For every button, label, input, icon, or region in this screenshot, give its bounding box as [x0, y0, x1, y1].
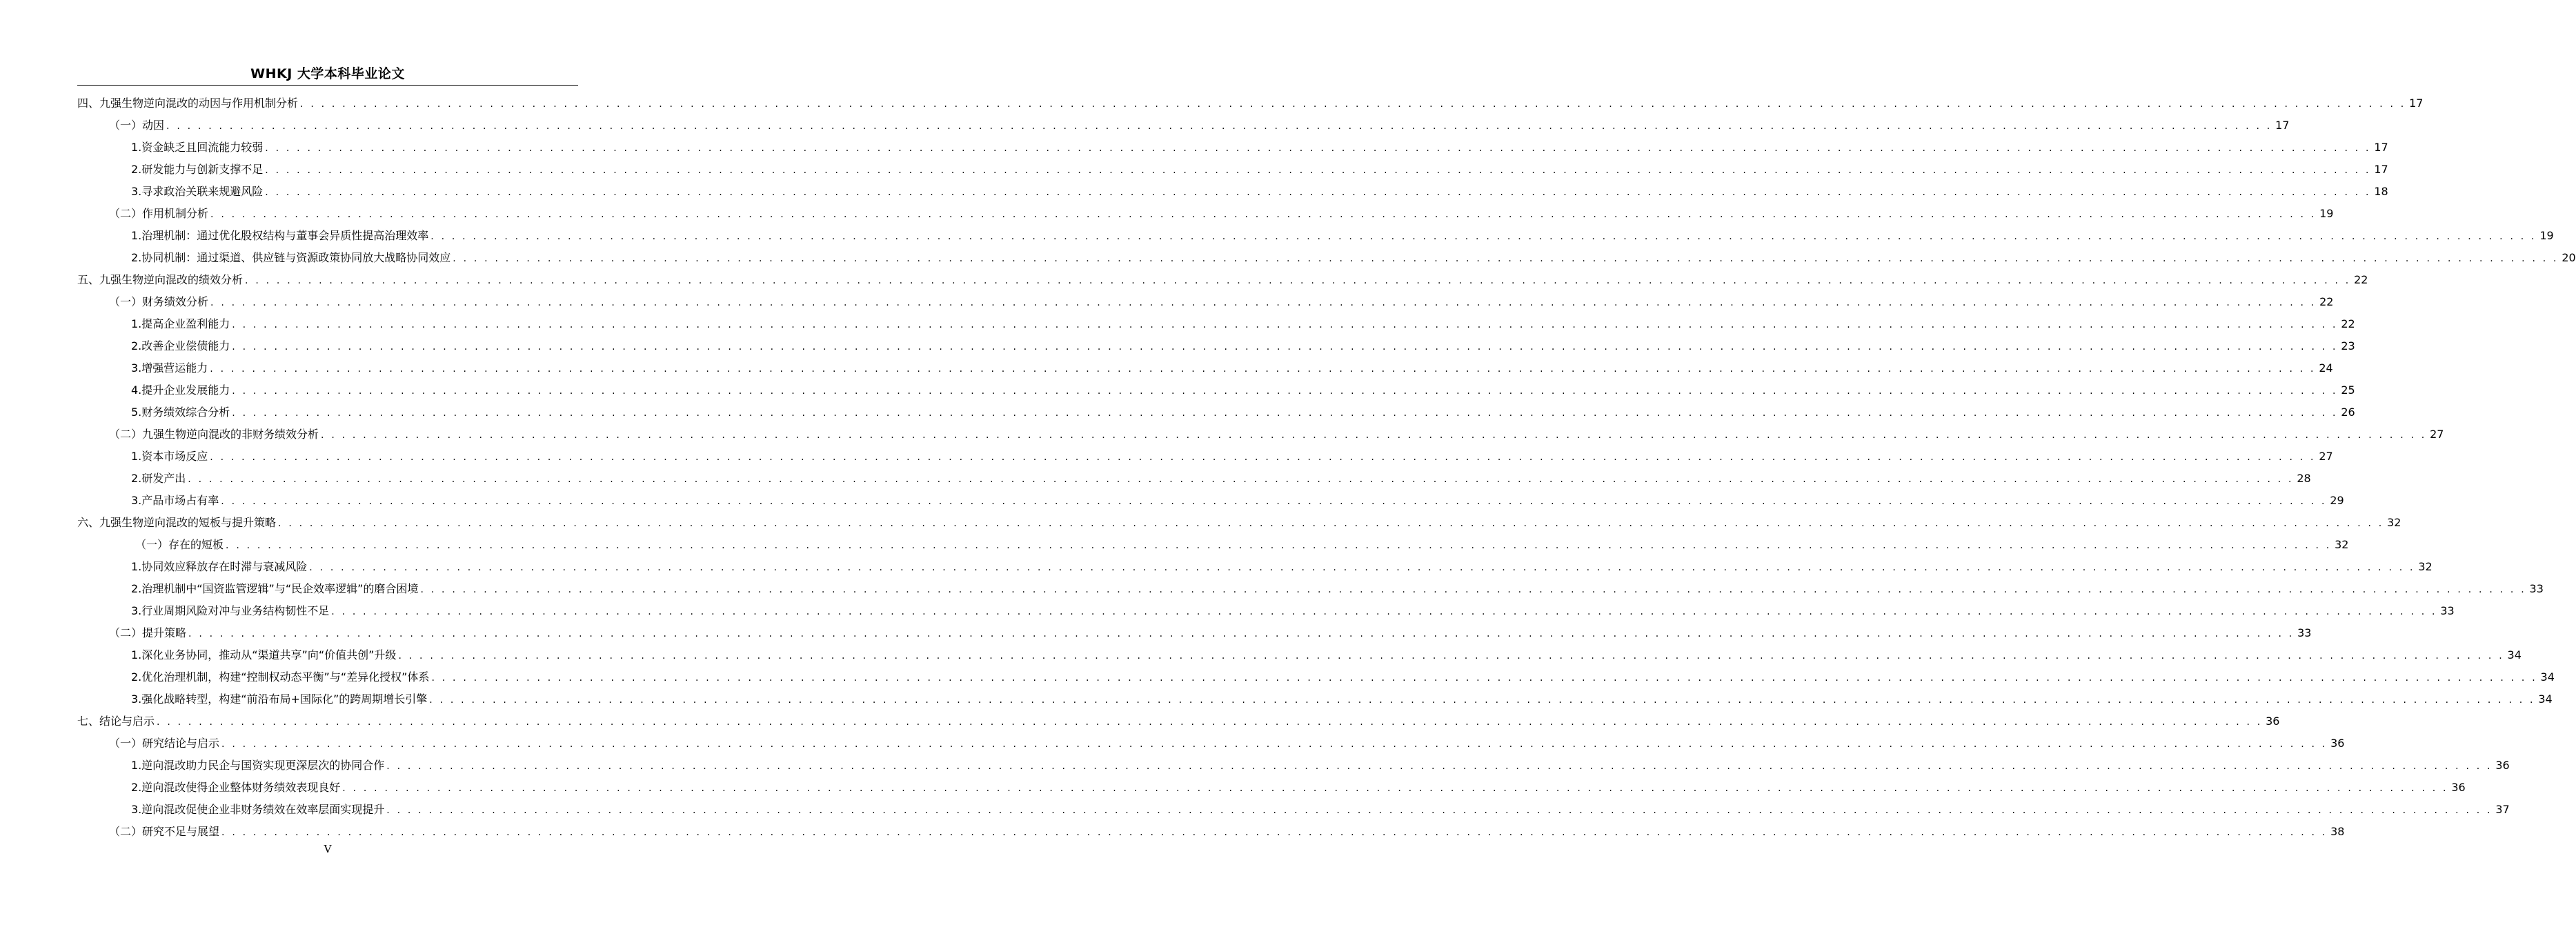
toc-entry-title: 2.优化治理机制，构建“控制权动态平衡”与“差异化授权”体系: [131, 670, 430, 684]
toc-dot-leader: . . . . . . . . . . . . . . . . . . . . . . . . . . . . . . . . . . . . . . . . . . . . . . . . . . . . . . . . . . . . . . . . . . . . . . . . . . . . . . . . . . . . . . . . . . . . . . . . . . . . . . . . . . . . . . . . . . . . . . . . . . . . . . . . . . . . . . . . . . . . . . . . . . . . . . . . . . . . . . . . . . . . . . . . . . . . . . . . . . . . . . . . . . . . . . . . . . . . . . . .: [420, 584, 2526, 595]
toc-entry-page: 33: [2297, 626, 2312, 639]
toc-entry-page: 29: [2330, 494, 2344, 507]
toc-entry[interactable]: [131, 446, 2333, 468]
toc-entry[interactable]: [131, 379, 2355, 401]
toc-entry-title: 2.逆向混改使得企业整体财务绩效表现良好: [131, 781, 341, 794]
toc-entry[interactable]: [131, 335, 2355, 357]
toc-entry-page: 18: [2374, 185, 2388, 198]
toc-entry-title: 3.强化战略转型，构建“前沿布局+国际化”的跨周期增长引擎: [131, 692, 428, 706]
toc-entry[interactable]: [131, 225, 2554, 247]
toc-entry-title: 5.财务绩效综合分析: [131, 406, 230, 419]
toc-entry-title: 2.改善企业偿债能力: [131, 339, 230, 352]
toc-entry[interactable]: [131, 137, 2388, 159]
toc-dot-leader: . . . . . . . . . . . . . . . . . . . . . . . . . . . . . . . . . . . . . . . . . . . . . . . . . . . . . . . . . . . . . . . . . . . . . . . . . . . . . . . . . . . . . . . . . . . . . . . . . . . . . . . . . . . . . . . . . . . . . . . . . . . . . . . . . . . . . . . . . . . . . . . . . . . . . . . . . . . . . . . . . . . . . . . . . . . . . . . . . . . . . . . . . . . . . . . . . . . . . . . .: [221, 739, 2328, 750]
toc-dot-leader: . . . . . . . . . . . . . . . . . . . . . . . . . . . . . . . . . . . . . . . . . . . . . . . . . . . . . . . . . . . . . . . . . . . . . . . . . . . . . . . . . . . . . . . . . . . . . . . . . . . . . . . . . . . . . . . . . . . . . . . . . . . . . . . . . . . . . . . . . . . . . . . . . . . . . . . . . . . . . . . . . . . . . . . . . . . . . . . . . . . . . . . . . . . . . . . . . . . . . . . .: [232, 319, 2338, 330]
toc-entry-title: （一）存在的短板: [135, 538, 224, 551]
toc-entry-page: 27: [2319, 450, 2333, 463]
toc-dot-leader: . . . . . . . . . . . . . . . . . . . . . . . . . . . . . . . . . . . . . . . . . . . . . . . . . . . . . . . . . . . . . . . . . . . . . . . . . . . . . . . . . . . . . . . . . . . . . . . . . . . . . . . . . . . . . . . . . . . . . . . . . . . . . . . . . . . . . . . . . . . . . . . . . . . . . . . . . . . . . . . . . . . . . . . . . . . . . . . . . . . . . . . . . . . . . . . . . . . . . . . .: [309, 562, 2415, 573]
toc-dot-leader: . . . . . . . . . . . . . . . . . . . . . . . . . . . . . . . . . . . . . . . . . . . . . . . . . . . . . . . . . . . . . . . . . . . . . . . . . . . . . . . . . . . . . . . . . . . . . . . . . . . . . . . . . . . . . . . . . . . . . . . . . . . . . . . . . . . . . . . . . . . . . . . . . . . . . . . . . . . . . . . . . . . . . . . . . . . . . . . . . . . . . . . . . . . . . . . . . . . . . . . .: [265, 143, 2371, 154]
toc-entry-title: 2.研发能力与创新支撑不足: [131, 163, 264, 176]
toc-entry-page: 27: [2430, 428, 2444, 441]
page-number: V: [324, 843, 332, 855]
toc-entry[interactable]: [131, 357, 2333, 379]
toc-entry[interactable]: [131, 755, 2510, 777]
toc-entry[interactable]: [131, 578, 2544, 600]
toc-entry-page: 22: [2319, 295, 2334, 308]
toc-entry-page: 19: [2539, 229, 2554, 242]
toc-entry[interactable]: [77, 710, 2280, 732]
toc-dot-leader: . . . . . . . . . . . . . . . . . . . . . . . . . . . . . . . . . . . . . . . . . . . . . . . . . . . . . . . . . . . . . . . . . . . . . . . . . . . . . . . . . . . . . . . . . . . . . . . . . . . . . . . . . . . . . . . . . . . . . . . . . . . . . . . . . . . . . . . . . . . . . . . . . . . . . . . . . . . . . . . . . . . . . . . . . . . . . . . . . . . . . . . . . . . . . . . . . . . . . . . .: [331, 606, 2437, 617]
toc-entry[interactable]: [131, 556, 2433, 578]
toc-entry-title: 1.逆向混改助力民企与国资实现更深层次的协同合作: [131, 759, 385, 772]
toc-entry-title: 2.治理机制中“国资监管逻辑”与“民企效率逻辑”的磨合困境: [131, 582, 419, 595]
toc-entry-title: （二）九强生物逆向混改的非财务绩效分析: [109, 428, 319, 441]
toc-dot-leader: . . . . . . . . . . . . . . . . . . . . . . . . . . . . . . . . . . . . . . . . . . . . . . . . . . . . . . . . . . . . . . . . . . . . . . . . . . . . . . . . . . . . . . . . . . . . . . . . . . . . . . . . . . . . . . . . . . . . . . . . . . . . . . . . . . . . . . . . . . . . . . . . . . . . . . . . . . . . . . . . . . . . . . . . . . . . . . . . . . . . . . . . . . . . . . . . . . . . . . . .: [430, 231, 2537, 242]
toc-entry-title: 1.资本市场反应: [131, 450, 208, 463]
toc-entry-page: 34: [2507, 648, 2521, 661]
toc-entry-title: （一）研究结论与启示: [109, 737, 220, 750]
toc-entry-page: 22: [2354, 273, 2368, 286]
toc-entry-title: 1.协同效应释放存在时滞与衰减风险: [131, 560, 308, 573]
toc-dot-leader: . . . . . . . . . . . . . . . . . . . . . . . . . . . . . . . . . . . . . . . . . . . . . . . . . . . . . . . . . . . . . . . . . . . . . . . . . . . . . . . . . . . . . . . . . . . . . . . . . . . . . . . . . . . . . . . . . . . . . . . . . . . . . . . . . . . . . . . . . . . . . . . . . . . . . . . . . . . . . . . . . . . . . . . . . . . . . . . . . . . . . . . . . . . . . . . . . . . . . . . .: [398, 650, 2504, 661]
toc-entry-title: 六、九强生物逆向混改的短板与提升策略: [77, 516, 277, 529]
toc-entry-page: 17: [2275, 119, 2290, 132]
toc-dot-leader: . . . . . . . . . . . . . . . . . . . . . . . . . . . . . . . . . . . . . . . . . . . . . . . . . . . . . . . . . . . . . . . . . . . . . . . . . . . . . . . . . . . . . . . . . . . . . . . . . . . . . . . . . . . . . . . . . . . . . . . . . . . . . . . . . . . . . . . . . . . . . . . . . . . . . . . . . . . . . . . . . . . . . . . . . . . . . . . . . . . . . . . . . . . . . . . . . . . . . . . .: [210, 363, 2316, 375]
toc-dot-leader: . . . . . . . . . . . . . . . . . . . . . . . . . . . . . . . . . . . . . . . . . . . . . . . . . . . . . . . . . . . . . . . . . . . . . . . . . . . . . . . . . . . . . . . . . . . . . . . . . . . . . . . . . . . . . . . . . . . . . . . . . . . . . . . . . . . . . . . . . . . . . . . . . . . . . . . . . . . . . . . . . . . . . . . . . . . . . . . . . . . . . . . . . . . . . . . . . . . . . . . .: [221, 496, 2327, 507]
toc-entry[interactable]: [109, 423, 2444, 446]
toc-entry-page: 22: [2341, 317, 2355, 330]
toc-entry[interactable]: [131, 159, 2388, 181]
toc-entry-page: 19: [2319, 207, 2334, 220]
toc-entry-page: 32: [2418, 560, 2433, 573]
toc-entry-title: （一）动因: [109, 119, 165, 132]
toc-entry-page: 32: [2335, 538, 2349, 551]
toc-dot-leader: . . . . . . . . . . . . . . . . . . . . . . . . . . . . . . . . . . . . . . . . . . . . . . . . . . . . . . . . . . . . . . . . . . . . . . . . . . . . . . . . . . . . . . . . . . . . . . . . . . . . . . . . . . . . . . . . . . . . . . . . . . . . . . . . . . . . . . . . . . . . . . . . . . . . . . . . . . . . . . . . . . . . . . . . . . . . . . . . . . . . . . . . . . . . . . . . . . . . . . . .: [221, 827, 2328, 838]
toc-dot-leader: . . . . . . . . . . . . . . . . . . . . . . . . . . . . . . . . . . . . . . . . . . . . . . . . . . . . . . . . . . . . . . . . . . . . . . . . . . . . . . . . . . . . . . . . . . . . . . . . . . . . . . . . . . . . . . . . . . . . . . . . . . . . . . . . . . . . . . . . . . . . . . . . . . . . . . . . . . . . . . . . . . . . . . . . . . . . . . . . . . . . . . . . . . . . . . . . . . . . . . . .: [188, 628, 2295, 639]
toc-dot-leader: . . . . . . . . . . . . . . . . . . . . . . . . . . . . . . . . . . . . . . . . . . . . . . . . . . . . . . . . . . . . . . . . . . . . . . . . . . . . . . . . . . . . . . . . . . . . . . . . . . . . . . . . . . . . . . . . . . . . . . . . . . . . . . . . . . . . . . . . . . . . . . . . . . . . . . . . . . . . . . . . . . . . . . . . . . . . . . . . . . . . . . . . . . . . . . . . . . . . . . . .: [166, 121, 2272, 132]
toc-dot-leader: . . . . . . . . . . . . . . . . . . . . . . . . . . . . . . . . . . . . . . . . . . . . . . . . . . . . . . . . . . . . . . . . . . . . . . . . . . . . . . . . . . . . . . . . . . . . . . . . . . . . . . . . . . . . . . . . . . . . . . . . . . . . . . . . . . . . . . . . . . . . . . . . . . . . . . . . . . . . . . . . . . . . . . . . . . . . . . . . . . . . . . . . . . . . . . . . . . . . . . . .: [232, 408, 2338, 419]
toc-entry-page: 24: [2319, 361, 2333, 375]
toc-entry[interactable]: [131, 468, 2311, 490]
toc-entry-page: 36: [2495, 759, 2510, 772]
toc-entry-page: 23: [2341, 339, 2355, 352]
toc-dot-leader: . . . . . . . . . . . . . . . . . . . . . . . . . . . . . . . . . . . . . . . . . . . . . . . . . . . . . . . . . . . . . . . . . . . . . . . . . . . . . . . . . . . . . . . . . . . . . . . . . . . . . . . . . . . . . . . . . . . . . . . . . . . . . . . . . . . . . . . . . . . . . . . . . . . . . . . . . . . . . . . . . . . . . . . . . . . . . . . . . . . . . . . . . . . . . . . . . . . . . . . .: [278, 518, 2384, 529]
toc-entry-title: 2.协同机制：通过渠道、供应链与资源政策协同放大战略协同效应: [131, 251, 451, 264]
toc-entry-page: 28: [2297, 472, 2311, 485]
toc-dot-leader: . . . . . . . . . . . . . . . . . . . . . . . . . . . . . . . . . . . . . . . . . . . . . . . . . . . . . . . . . . . . . . . . . . . . . . . . . . . . . . . . . . . . . . . . . . . . . . . . . . . . . . . . . . . . . . . . . . . . . . . . . . . . . . . . . . . . . . . . . . . . . . . . . . . . . . . . . . . . . . . . . . . . . . . . . . . . . . . . . . . . . . . . . . . . . . . . . . . . . . . .: [431, 672, 2537, 684]
toc-dot-leader: . . . . . . . . . . . . . . . . . . . . . . . . . . . . . . . . . . . . . . . . . . . . . . . . . . . . . . . . . . . . . . . . . . . . . . . . . . . . . . . . . . . . . . . . . . . . . . . . . . . . . . . . . . . . . . . . . . . . . . . . . . . . . . . . . . . . . . . . . . . . . . . . . . . . . . . . . . . . . . . . . . . . . . . . . . . . . . . . . . . . . . . . . . . . . . . . . . . . . . . .: [245, 275, 2351, 286]
toc-dot-leader: . . . . . . . . . . . . . . . . . . . . . . . . . . . . . . . . . . . . . . . . . . . . . . . . . . . . . . . . . . . . . . . . . . . . . . . . . . . . . . . . . . . . . . . . . . . . . . . . . . . . . . . . . . . . . . . . . . . . . . . . . . . . . . . . . . . . . . . . . . . . . . . . . . . . . . . . . . . . . . . . . . . . . . . . . . . . . . . . . . . . . . . . . . . . . . . . . . . . . . . .: [429, 695, 2535, 706]
toc-entry-title: 2.研发产出: [131, 472, 186, 485]
toc-dot-leader: . . . . . . . . . . . . . . . . . . . . . . . . . . . . . . . . . . . . . . . . . . . . . . . . . . . . . . . . . . . . . . . . . . . . . . . . . . . . . . . . . . . . . . . . . . . . . . . . . . . . . . . . . . . . . . . . . . . . . . . . . . . . . . . . . . . . . . . . . . . . . . . . . . . . . . . . . . . . . . . . . . . . . . . . . . . . . . . . . . . . . . . . . . . . . . . . . . . . . . . .: [342, 783, 2448, 794]
toc-dot-leader: . . . . . . . . . . . . . . . . . . . . . . . . . . . . . . . . . . . . . . . . . . . . . . . . . . . . . . . . . . . . . . . . . . . . . . . . . . . . . . . . . . . . . . . . . . . . . . . . . . . . . . . . . . . . . . . . . . . . . . . . . . . . . . . . . . . . . . . . . . . . . . . . . . . . . . . . . . . . . . . . . . . . . . . . . . . . . . . . . . . . . . . . . . . . . . . . . . . . . . . .: [321, 430, 2427, 441]
toc-entry[interactable]: [131, 247, 2576, 269]
toc-entry-title: 1.治理机制：通过优化股权结构与董事会异质性提高治理效率: [131, 229, 429, 242]
toc-entry[interactable]: [77, 269, 2368, 291]
page-header-title: WHKJ 大学本科毕业论文: [250, 66, 405, 81]
toc-dot-leader: . . . . . . . . . . . . . . . . . . . . . . . . . . . . . . . . . . . . . . . . . . . . . . . . . . . . . . . . . . . . . . . . . . . . . . . . . . . . . . . . . . . . . . . . . . . . . . . . . . . . . . . . . . . . . . . . . . . . . . . . . . . . . . . . . . . . . . . . . . . . . . . . . . . . . . . . . . . . . . . . . . . . . . . . . . . . . . . . . . . . . . . . . . . . . . . . . . . . . . . .: [386, 761, 2493, 772]
toc-entry-title: 1.资金缺乏且回流能力较弱: [131, 141, 264, 154]
toc-entry-title: 四、九强生物逆向混改的动因与作用机制分析: [77, 97, 299, 110]
toc-entry-title: 4.提升企业发展能力: [131, 383, 230, 397]
toc-entry[interactable]: [131, 666, 2555, 688]
toc-entry-title: （一）财务绩效分析: [109, 295, 209, 308]
toc-entry[interactable]: [109, 114, 2290, 137]
toc-entry-page: 38: [2330, 825, 2345, 838]
toc-entry[interactable]: [131, 777, 2466, 799]
toc-dot-leader: . . . . . . . . . . . . . . . . . . . . . . . . . . . . . . . . . . . . . . . . . . . . . . . . . . . . . . . . . . . . . . . . . . . . . . . . . . . . . . . . . . . . . . . . . . . . . . . . . . . . . . . . . . . . . . . . . . . . . . . . . . . . . . . . . . . . . . . . . . . . . . . . . . . . . . . . . . . . . . . . . . . . . . . . . . . . . . . . . . . . . . . . . . . . . . . . . . . . . . . .: [300, 99, 2406, 110]
toc-entry-title: 3.增强营运能力: [131, 361, 208, 375]
toc-entry[interactable]: [109, 821, 2345, 843]
toc-entry-page: 25: [2341, 383, 2355, 397]
toc-entry-title: 1.提高企业盈利能力: [131, 317, 230, 330]
toc-dot-leader: . . . . . . . . . . . . . . . . . . . . . . . . . . . . . . . . . . . . . . . . . . . . . . . . . . . . . . . . . . . . . . . . . . . . . . . . . . . . . . . . . . . . . . . . . . . . . . . . . . . . . . . . . . . . . . . . . . . . . . . . . . . . . . . . . . . . . . . . . . . . . . . . . . . . . . . . . . . . . . . . . . . . . . . . . . . . . . . . . . . . . . . . . . . . . . . . . . . . . . . .: [232, 386, 2338, 397]
toc-entry-page: 37: [2495, 803, 2510, 816]
toc-entry[interactable]: [131, 600, 2455, 622]
toc-entry-title: （二）提升策略: [109, 626, 187, 639]
toc-entry-title: 3.产品市场占有率: [131, 494, 219, 507]
toc-entry-title: 3.寻求政治关联来规避风险: [131, 185, 264, 198]
toc-entry-page: 33: [2529, 582, 2544, 595]
toc-entry-page: 26: [2341, 406, 2355, 419]
toc-dot-leader: . . . . . . . . . . . . . . . . . . . . . . . . . . . . . . . . . . . . . . . . . . . . . . . . . . . . . . . . . . . . . . . . . . . . . . . . . . . . . . . . . . . . . . . . . . . . . . . . . . . . . . . . . . . . . . . . . . . . . . . . . . . . . . . . . . . . . . . . . . . . . . . . . . . . . . . . . . . . . . . . . . . . . . . . . . . . . . . . . . . . . . . . . . . . . . . . . . . . . . . .: [265, 187, 2371, 198]
toc-entry-page: 32: [2387, 516, 2401, 529]
toc-entry-page: 36: [2266, 715, 2280, 728]
toc-entry[interactable]: [131, 644, 2521, 666]
toc-entry[interactable]: [109, 732, 2345, 755]
toc-dot-leader: . . . . . . . . . . . . . . . . . . . . . . . . . . . . . . . . . . . . . . . . . . . . . . . . . . . . . . . . . . . . . . . . . . . . . . . . . . . . . . . . . . . . . . . . . . . . . . . . . . . . . . . . . . . . . . . . . . . . . . . . . . . . . . . . . . . . . . . . . . . . . . . . . . . . . . . . . . . . . . . . . . . . . . . . . . . . . . . . . . . . . . . . . . . . . . . . . . . . . . . .: [210, 297, 2317, 308]
toc-entry[interactable]: [131, 313, 2355, 335]
toc-entry-page: 34: [2538, 692, 2553, 706]
toc-entry-title: 3.行业周期风险对冲与业务结构韧性不足: [131, 604, 330, 617]
toc-entry-page: 36: [2451, 781, 2466, 794]
toc-entry-page: 33: [2440, 604, 2455, 617]
toc-entry[interactable]: [131, 688, 2553, 710]
toc-entry[interactable]: [109, 203, 2334, 225]
toc-entry[interactable]: [131, 799, 2510, 821]
toc-dot-leader: . . . . . . . . . . . . . . . . . . . . . . . . . . . . . . . . . . . . . . . . . . . . . . . . . . . . . . . . . . . . . . . . . . . . . . . . . . . . . . . . . . . . . . . . . . . . . . . . . . . . . . . . . . . . . . . . . . . . . . . . . . . . . . . . . . . . . . . . . . . . . . . . . . . . . . . . . . . . . . . . . . . . . . . . . . . . . . . . . . . . . . . . . . . . . . . . . . . . . . . .: [226, 540, 2332, 551]
toc-dot-leader: . . . . . . . . . . . . . . . . . . . . . . . . . . . . . . . . . . . . . . . . . . . . . . . . . . . . . . . . . . . . . . . . . . . . . . . . . . . . . . . . . . . . . . . . . . . . . . . . . . . . . . . . . . . . . . . . . . . . . . . . . . . . . . . . . . . . . . . . . . . . . . . . . . . . . . . . . . . . . . . . . . . . . . . . . . . . . . . . . . . . . . . . . . . . . . . . . . . . . . . .: [210, 209, 2317, 220]
toc-entry-title: （二）研究不足与展望: [109, 825, 220, 838]
toc-dot-leader: . . . . . . . . . . . . . . . . . . . . . . . . . . . . . . . . . . . . . . . . . . . . . . . . . . . . . . . . . . . . . . . . . . . . . . . . . . . . . . . . . . . . . . . . . . . . . . . . . . . . . . . . . . . . . . . . . . . . . . . . . . . . . . . . . . . . . . . . . . . . . . . . . . . . . . . . . . . . . . . . . . . . . . . . . . . . . . . . . . . . . . . . . . . . . . . . . . . . . . . .: [188, 474, 2294, 485]
toc-entry[interactable]: [109, 622, 2312, 644]
toc-dot-leader: . . . . . . . . . . . . . . . . . . . . . . . . . . . . . . . . . . . . . . . . . . . . . . . . . . . . . . . . . . . . . . . . . . . . . . . . . . . . . . . . . . . . . . . . . . . . . . . . . . . . . . . . . . . . . . . . . . . . . . . . . . . . . . . . . . . . . . . . . . . . . . . . . . . . . . . . . . . . . . . . . . . . . . . . . . . . . . . . . . . . . . . . . . . . . . . . . . . . . . . .: [386, 805, 2493, 816]
toc-entry[interactable]: [109, 291, 2334, 313]
toc-entry-page: 17: [2374, 163, 2388, 176]
toc-entry[interactable]: [131, 401, 2355, 423]
toc-entry-page: 20: [2562, 251, 2576, 264]
toc-entry[interactable]: [131, 181, 2388, 203]
toc-entry-title: 七、结论与启示: [77, 715, 155, 728]
header-rule: [77, 85, 578, 86]
toc-dot-leader: . . . . . . . . . . . . . . . . . . . . . . . . . . . . . . . . . . . . . . . . . . . . . . . . . . . . . . . . . . . . . . . . . . . . . . . . . . . . . . . . . . . . . . . . . . . . . . . . . . . . . . . . . . . . . . . . . . . . . . . . . . . . . . . . . . . . . . . . . . . . . . . . . . . . . . . . . . . . . . . . . . . . . . . . . . . . . . . . . . . . . . . . . . . . . . . . . . . . . . . .: [210, 452, 2316, 463]
toc-entry-title: （二）作用机制分析: [109, 207, 209, 220]
toc-dot-leader: . . . . . . . . . . . . . . . . . . . . . . . . . . . . . . . . . . . . . . . . . . . . . . . . . . . . . . . . . . . . . . . . . . . . . . . . . . . . . . . . . . . . . . . . . . . . . . . . . . . . . . . . . . . . . . . . . . . . . . . . . . . . . . . . . . . . . . . . . . . . . . . . . . . . . . . . . . . . . . . . . . . . . . . . . . . . . . . . . . . . . . . . . . . . . . . . . . . . . . . .: [453, 253, 2559, 264]
toc-entry-page: 36: [2330, 737, 2345, 750]
toc-entry[interactable]: [135, 534, 2349, 556]
toc-dot-leader: . . . . . . . . . . . . . . . . . . . . . . . . . . . . . . . . . . . . . . . . . . . . . . . . . . . . . . . . . . . . . . . . . . . . . . . . . . . . . . . . . . . . . . . . . . . . . . . . . . . . . . . . . . . . . . . . . . . . . . . . . . . . . . . . . . . . . . . . . . . . . . . . . . . . . . . . . . . . . . . . . . . . . . . . . . . . . . . . . . . . . . . . . . . . . . . . . . . . . . . .: [232, 341, 2338, 352]
toc-dot-leader: . . . . . . . . . . . . . . . . . . . . . . . . . . . . . . . . . . . . . . . . . . . . . . . . . . . . . . . . . . . . . . . . . . . . . . . . . . . . . . . . . . . . . . . . . . . . . . . . . . . . . . . . . . . . . . . . . . . . . . . . . . . . . . . . . . . . . . . . . . . . . . . . . . . . . . . . . . . . . . . . . . . . . . . . . . . . . . . . . . . . . . . . . . . . . . . . . . . . . . . .: [157, 717, 2263, 728]
toc-entry[interactable]: [131, 490, 2344, 512]
toc-entry-page: 17: [2409, 97, 2424, 110]
toc-entry[interactable]: [77, 512, 2401, 534]
toc-entry[interactable]: [77, 92, 2424, 114]
toc-entry-title: 1.深化业务协同，推动从“渠道共享”向“价值共创”升级: [131, 648, 397, 661]
toc-entry-title: 3.逆向混改促使企业非财务绩效在效率层面实现提升: [131, 803, 385, 816]
toc-dot-leader: . . . . . . . . . . . . . . . . . . . . . . . . . . . . . . . . . . . . . . . . . . . . . . . . . . . . . . . . . . . . . . . . . . . . . . . . . . . . . . . . . . . . . . . . . . . . . . . . . . . . . . . . . . . . . . . . . . . . . . . . . . . . . . . . . . . . . . . . . . . . . . . . . . . . . . . . . . . . . . . . . . . . . . . . . . . . . . . . . . . . . . . . . . . . . . . . . . . . . . . .: [265, 165, 2371, 176]
toc-entry-title: 五、九强生物逆向混改的绩效分析: [77, 273, 244, 286]
toc-entry-page: 34: [2540, 670, 2555, 684]
toc-entry-page: 17: [2374, 141, 2388, 154]
